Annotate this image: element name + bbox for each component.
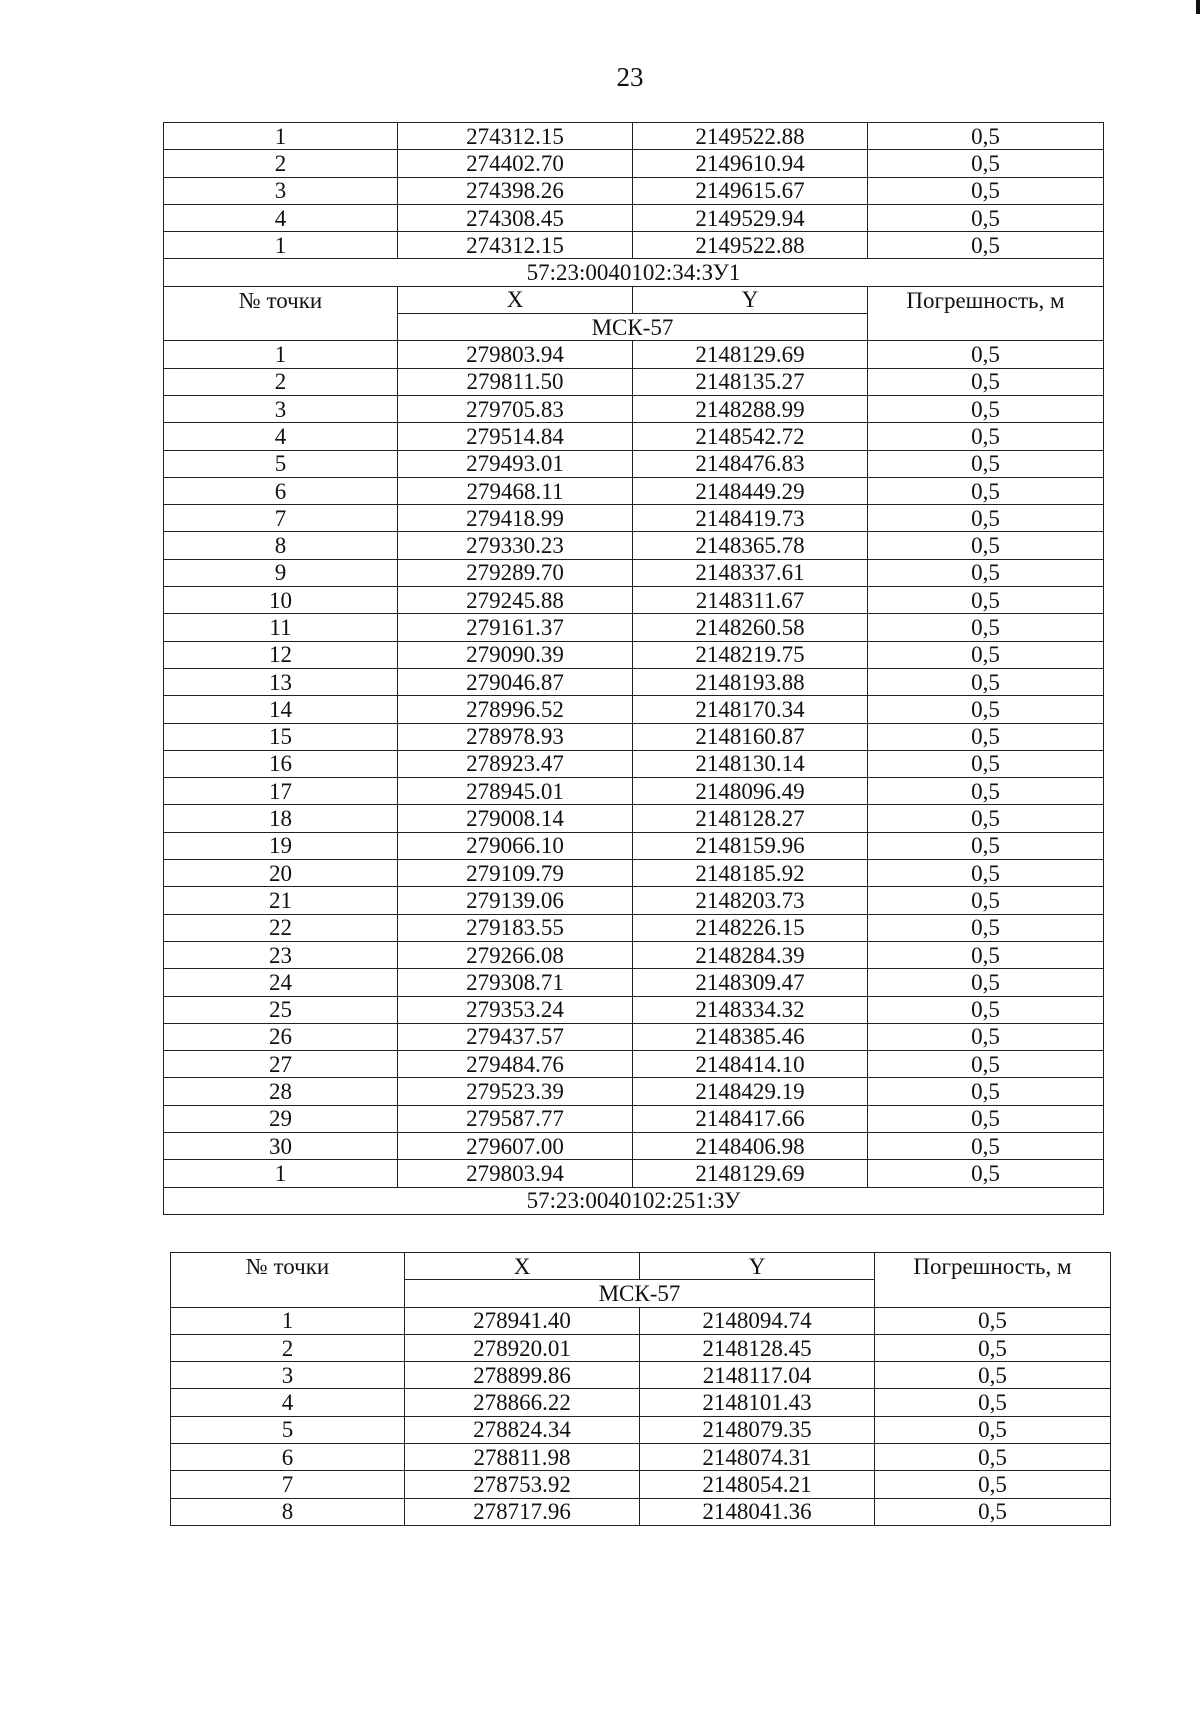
- x-coordinate-cell: 274312.15: [398, 232, 633, 259]
- x-coordinate-cell: 274402.70: [398, 150, 633, 177]
- error-cell: 0,5: [868, 368, 1104, 395]
- continuation-rows: [164, 123, 1104, 259]
- error-cell: 0,5: [875, 1471, 1111, 1498]
- error-cell: 0,5: [868, 1023, 1104, 1050]
- error-cell: 0,5: [868, 177, 1104, 204]
- point-number-cell: 8: [164, 532, 398, 559]
- error-cell: 0,5: [868, 341, 1104, 368]
- point-number-cell: 30: [164, 1132, 398, 1159]
- error-cell: 0,5: [868, 395, 1104, 422]
- table-row: [164, 559, 1104, 586]
- table-row: [164, 1160, 1104, 1187]
- y-coordinate-cell: 2148334.32: [633, 996, 868, 1023]
- x-coordinate-cell: 279183.55: [398, 914, 633, 941]
- x-coordinate-cell: 279493.01: [398, 450, 633, 477]
- table-row: [164, 368, 1104, 395]
- y-coordinate-cell: 2148406.98: [633, 1132, 868, 1159]
- point-number-cell: 6: [171, 1444, 405, 1471]
- error-cell: 0,5: [868, 587, 1104, 614]
- x-coordinate-cell: 279705.83: [398, 395, 633, 422]
- error-cell: 0,5: [875, 1498, 1111, 1525]
- y-coordinate-cell: 2148284.39: [633, 941, 868, 968]
- y-coordinate-cell: 2148129.69: [633, 341, 868, 368]
- y-coordinate-cell: 2148337.61: [633, 559, 868, 586]
- x-coordinate-cell: 274308.45: [398, 204, 633, 231]
- point-number-cell: 15: [164, 723, 398, 750]
- table-row: [164, 778, 1104, 805]
- x-coordinate-cell: 278824.34: [405, 1416, 640, 1443]
- point-number-cell: 28: [164, 1078, 398, 1105]
- y-coordinate-cell: 2148074.31: [640, 1444, 875, 1471]
- table-row: [164, 150, 1104, 177]
- parcel2-rows: [171, 1307, 1111, 1525]
- header-y: Y: [633, 286, 868, 313]
- x-coordinate-cell: 279353.24: [398, 996, 633, 1023]
- error-cell: 0,5: [868, 805, 1104, 832]
- table-row: [171, 1334, 1111, 1361]
- point-number-cell: 4: [164, 204, 398, 231]
- point-number-cell: 25: [164, 996, 398, 1023]
- point-number-cell: 27: [164, 1051, 398, 1078]
- error-cell: 0,5: [875, 1444, 1111, 1471]
- y-coordinate-cell: 2148117.04: [640, 1362, 875, 1389]
- coordinates-table-second: [170, 1252, 1111, 1526]
- x-coordinate-cell: 279046.87: [398, 668, 633, 695]
- point-number-cell: 24: [164, 969, 398, 996]
- point-number-cell: 2: [164, 150, 398, 177]
- table-row: [164, 1105, 1104, 1132]
- table-row: [164, 177, 1104, 204]
- y-coordinate-cell: 2148476.83: [633, 450, 868, 477]
- table-row: [164, 1132, 1104, 1159]
- error-cell: 0,5: [868, 750, 1104, 777]
- x-coordinate-cell: 279330.23: [398, 532, 633, 559]
- point-number-cell: 21: [164, 887, 398, 914]
- y-coordinate-cell: 2148094.74: [640, 1307, 875, 1334]
- error-cell: 0,5: [868, 1051, 1104, 1078]
- x-coordinate-cell: 278941.40: [405, 1307, 640, 1334]
- x-coordinate-cell: 278996.52: [398, 696, 633, 723]
- scan-edge-mark: [1196, 0, 1200, 14]
- header-y: Y: [640, 1253, 875, 1280]
- y-coordinate-cell: 2148079.35: [640, 1416, 875, 1443]
- table-row: [164, 395, 1104, 422]
- x-coordinate-cell: 279245.88: [398, 587, 633, 614]
- table-row: [171, 1362, 1111, 1389]
- table-row: [164, 477, 1104, 504]
- x-coordinate-cell: 279468.11: [398, 477, 633, 504]
- point-number-cell: 18: [164, 805, 398, 832]
- error-cell: 0,5: [868, 696, 1104, 723]
- point-number-cell: 26: [164, 1023, 398, 1050]
- header-error: Погрешность, м: [875, 1253, 1111, 1308]
- table-row: [164, 532, 1104, 559]
- header-coordinate-system: МСК-57: [398, 314, 868, 341]
- point-number-cell: 11: [164, 614, 398, 641]
- y-coordinate-cell: 2148135.27: [633, 368, 868, 395]
- table-row: [171, 1389, 1111, 1416]
- table-row: [164, 805, 1104, 832]
- x-coordinate-cell: 279803.94: [398, 1160, 633, 1187]
- point-number-cell: 1: [164, 123, 398, 150]
- error-cell: 0,5: [868, 723, 1104, 750]
- x-coordinate-cell: 279289.70: [398, 559, 633, 586]
- y-coordinate-cell: 2148429.19: [633, 1078, 868, 1105]
- error-cell: 0,5: [868, 1160, 1104, 1187]
- point-number-cell: 10: [164, 587, 398, 614]
- header-point-no: № точки: [164, 286, 398, 341]
- x-coordinate-cell: 279484.76: [398, 1051, 633, 1078]
- y-coordinate-cell: 2149610.94: [633, 150, 868, 177]
- y-coordinate-cell: 2148417.66: [633, 1105, 868, 1132]
- error-cell: 0,5: [875, 1307, 1111, 1334]
- error-cell: 0,5: [868, 778, 1104, 805]
- y-coordinate-cell: 2148170.34: [633, 696, 868, 723]
- x-coordinate-cell: 278923.47: [398, 750, 633, 777]
- x-coordinate-cell: 279066.10: [398, 832, 633, 859]
- y-coordinate-cell: 2148311.67: [633, 587, 868, 614]
- table-row: [164, 450, 1104, 477]
- error-cell: 0,5: [868, 450, 1104, 477]
- table-row: [164, 914, 1104, 941]
- table-row: [164, 341, 1104, 368]
- parcel1-rows: [164, 341, 1104, 1187]
- y-coordinate-cell: 2148203.73: [633, 887, 868, 914]
- table-row: [164, 887, 1104, 914]
- y-coordinate-cell: 2148288.99: [633, 395, 868, 422]
- point-number-cell: 8: [171, 1498, 405, 1525]
- error-cell: 0,5: [868, 832, 1104, 859]
- y-coordinate-cell: 2149522.88: [633, 232, 868, 259]
- error-cell: 0,5: [868, 668, 1104, 695]
- table-row: [164, 204, 1104, 231]
- table-row: [164, 668, 1104, 695]
- point-number-cell: 17: [164, 778, 398, 805]
- x-coordinate-cell: 278811.98: [405, 1444, 640, 1471]
- point-number-cell: 2: [164, 368, 398, 395]
- error-cell: 0,5: [868, 150, 1104, 177]
- y-coordinate-cell: 2148260.58: [633, 614, 868, 641]
- y-coordinate-cell: 2149522.88: [633, 123, 868, 150]
- point-number-cell: 19: [164, 832, 398, 859]
- y-coordinate-cell: 2148226.15: [633, 914, 868, 941]
- table-row: [164, 423, 1104, 450]
- point-number-cell: 3: [164, 177, 398, 204]
- point-number-cell: 22: [164, 914, 398, 941]
- x-coordinate-cell: 278978.93: [398, 723, 633, 750]
- y-coordinate-cell: 2148542.72: [633, 423, 868, 450]
- table-row: [164, 996, 1104, 1023]
- x-coordinate-cell: 279090.39: [398, 641, 633, 668]
- y-coordinate-cell: 2148414.10: [633, 1051, 868, 1078]
- x-coordinate-cell: 278753.92: [405, 1471, 640, 1498]
- error-cell: 0,5: [868, 204, 1104, 231]
- error-cell: 0,5: [868, 477, 1104, 504]
- y-coordinate-cell: 2148419.73: [633, 505, 868, 532]
- y-coordinate-cell: 2148159.96: [633, 832, 868, 859]
- point-number-cell: 5: [164, 450, 398, 477]
- y-coordinate-cell: 2148128.45: [640, 1334, 875, 1361]
- error-cell: 0,5: [868, 123, 1104, 150]
- x-coordinate-cell: 279161.37: [398, 614, 633, 641]
- table-row: [164, 1078, 1104, 1105]
- error-cell: 0,5: [868, 914, 1104, 941]
- error-cell: 0,5: [868, 860, 1104, 887]
- error-cell: 0,5: [868, 532, 1104, 559]
- point-number-cell: 14: [164, 696, 398, 723]
- header-x: X: [405, 1253, 640, 1280]
- x-coordinate-cell: 279523.39: [398, 1078, 633, 1105]
- y-coordinate-cell: 2148130.14: [633, 750, 868, 777]
- page-number: 23: [616, 62, 644, 92]
- y-coordinate-cell: 2148129.69: [633, 1160, 868, 1187]
- error-cell: 0,5: [868, 996, 1104, 1023]
- table-row: [164, 723, 1104, 750]
- x-coordinate-cell: 278717.96: [405, 1498, 640, 1525]
- y-coordinate-cell: 2148128.27: [633, 805, 868, 832]
- error-cell: 0,5: [868, 887, 1104, 914]
- point-number-cell: 1: [171, 1307, 405, 1334]
- point-number-cell: 4: [171, 1389, 405, 1416]
- error-cell: 0,5: [868, 1078, 1104, 1105]
- header-point-no: № точки: [171, 1253, 405, 1308]
- point-number-cell: 1: [164, 1160, 398, 1187]
- y-coordinate-cell: 2148365.78: [633, 532, 868, 559]
- table-row: [164, 832, 1104, 859]
- table-row: [164, 696, 1104, 723]
- y-coordinate-cell: 2148309.47: [633, 969, 868, 996]
- x-coordinate-cell: 279266.08: [398, 941, 633, 968]
- point-number-cell: 1: [164, 341, 398, 368]
- table-row: [164, 750, 1104, 777]
- header-x: X: [398, 286, 633, 313]
- table-row: [164, 969, 1104, 996]
- x-coordinate-cell: 279607.00: [398, 1132, 633, 1159]
- x-coordinate-cell: 278899.86: [405, 1362, 640, 1389]
- table-row: [171, 1444, 1111, 1471]
- error-cell: 0,5: [868, 505, 1104, 532]
- y-coordinate-cell: 2148041.36: [640, 1498, 875, 1525]
- table-row: [171, 1416, 1111, 1443]
- table-row: [164, 505, 1104, 532]
- table-row: [164, 941, 1104, 968]
- parcel-title: 57:23:0040102:34:ЗУ1: [164, 259, 1104, 286]
- x-coordinate-cell: 278945.01: [398, 778, 633, 805]
- x-coordinate-cell: 279139.06: [398, 887, 633, 914]
- header-error: Погрешность, м: [868, 286, 1104, 341]
- parcel-title: 57:23:0040102:251:ЗУ: [164, 1187, 1104, 1214]
- error-cell: 0,5: [868, 641, 1104, 668]
- point-number-cell: 23: [164, 941, 398, 968]
- point-number-cell: 7: [164, 505, 398, 532]
- x-coordinate-cell: 279418.99: [398, 505, 633, 532]
- y-coordinate-cell: 2148449.29: [633, 477, 868, 504]
- point-number-cell: 20: [164, 860, 398, 887]
- table-row: [171, 1471, 1111, 1498]
- point-number-cell: 13: [164, 668, 398, 695]
- x-coordinate-cell: 279587.77: [398, 1105, 633, 1132]
- point-number-cell: 4: [164, 423, 398, 450]
- point-number-cell: 5: [171, 1416, 405, 1443]
- y-coordinate-cell: 2148101.43: [640, 1389, 875, 1416]
- y-coordinate-cell: 2149615.67: [633, 177, 868, 204]
- error-cell: 0,5: [875, 1389, 1111, 1416]
- x-coordinate-cell: 274398.26: [398, 177, 633, 204]
- y-coordinate-cell: 2148054.21: [640, 1471, 875, 1498]
- point-number-cell: 9: [164, 559, 398, 586]
- x-coordinate-cell: 278866.22: [405, 1389, 640, 1416]
- table-row: [164, 614, 1104, 641]
- point-number-cell: 6: [164, 477, 398, 504]
- y-coordinate-cell: 2148160.87: [633, 723, 868, 750]
- y-coordinate-cell: 2148219.75: [633, 641, 868, 668]
- point-number-cell: 29: [164, 1105, 398, 1132]
- table-row: [164, 232, 1104, 259]
- x-coordinate-cell: 279008.14: [398, 805, 633, 832]
- y-coordinate-cell: 2148193.88: [633, 668, 868, 695]
- x-coordinate-cell: 279437.57: [398, 1023, 633, 1050]
- y-coordinate-cell: 2148185.92: [633, 860, 868, 887]
- x-coordinate-cell: 279308.71: [398, 969, 633, 996]
- point-number-cell: 12: [164, 641, 398, 668]
- point-number-cell: 1: [164, 232, 398, 259]
- error-cell: 0,5: [868, 1105, 1104, 1132]
- error-cell: 0,5: [868, 969, 1104, 996]
- x-coordinate-cell: 279803.94: [398, 341, 633, 368]
- table-row: [164, 641, 1104, 668]
- error-cell: 0,5: [868, 1132, 1104, 1159]
- error-cell: 0,5: [868, 614, 1104, 641]
- table-row: [164, 860, 1104, 887]
- point-number-cell: 16: [164, 750, 398, 777]
- table-row: [171, 1498, 1111, 1525]
- table-row: [164, 123, 1104, 150]
- error-cell: 0,5: [868, 941, 1104, 968]
- x-coordinate-cell: 279811.50: [398, 368, 633, 395]
- error-cell: 0,5: [868, 559, 1104, 586]
- x-coordinate-cell: 274312.15: [398, 123, 633, 150]
- y-coordinate-cell: 2149529.94: [633, 204, 868, 231]
- error-cell: 0,5: [868, 423, 1104, 450]
- coordinates-table-main: [163, 122, 1104, 1215]
- point-number-cell: 2: [171, 1334, 405, 1361]
- table-row: [171, 1307, 1111, 1334]
- point-number-cell: 3: [171, 1362, 405, 1389]
- error-cell: 0,5: [875, 1416, 1111, 1443]
- table-row: [164, 587, 1104, 614]
- point-number-cell: 7: [171, 1471, 405, 1498]
- table-row: [164, 1023, 1104, 1050]
- x-coordinate-cell: 279109.79: [398, 860, 633, 887]
- error-cell: 0,5: [875, 1362, 1111, 1389]
- y-coordinate-cell: 2148096.49: [633, 778, 868, 805]
- header-coordinate-system: МСК-57: [405, 1280, 875, 1307]
- table-row: [164, 1051, 1104, 1078]
- error-cell: 0,5: [868, 232, 1104, 259]
- point-number-cell: 3: [164, 395, 398, 422]
- x-coordinate-cell: 278920.01: [405, 1334, 640, 1361]
- error-cell: 0,5: [875, 1334, 1111, 1361]
- y-coordinate-cell: 2148385.46: [633, 1023, 868, 1050]
- x-coordinate-cell: 279514.84: [398, 423, 633, 450]
